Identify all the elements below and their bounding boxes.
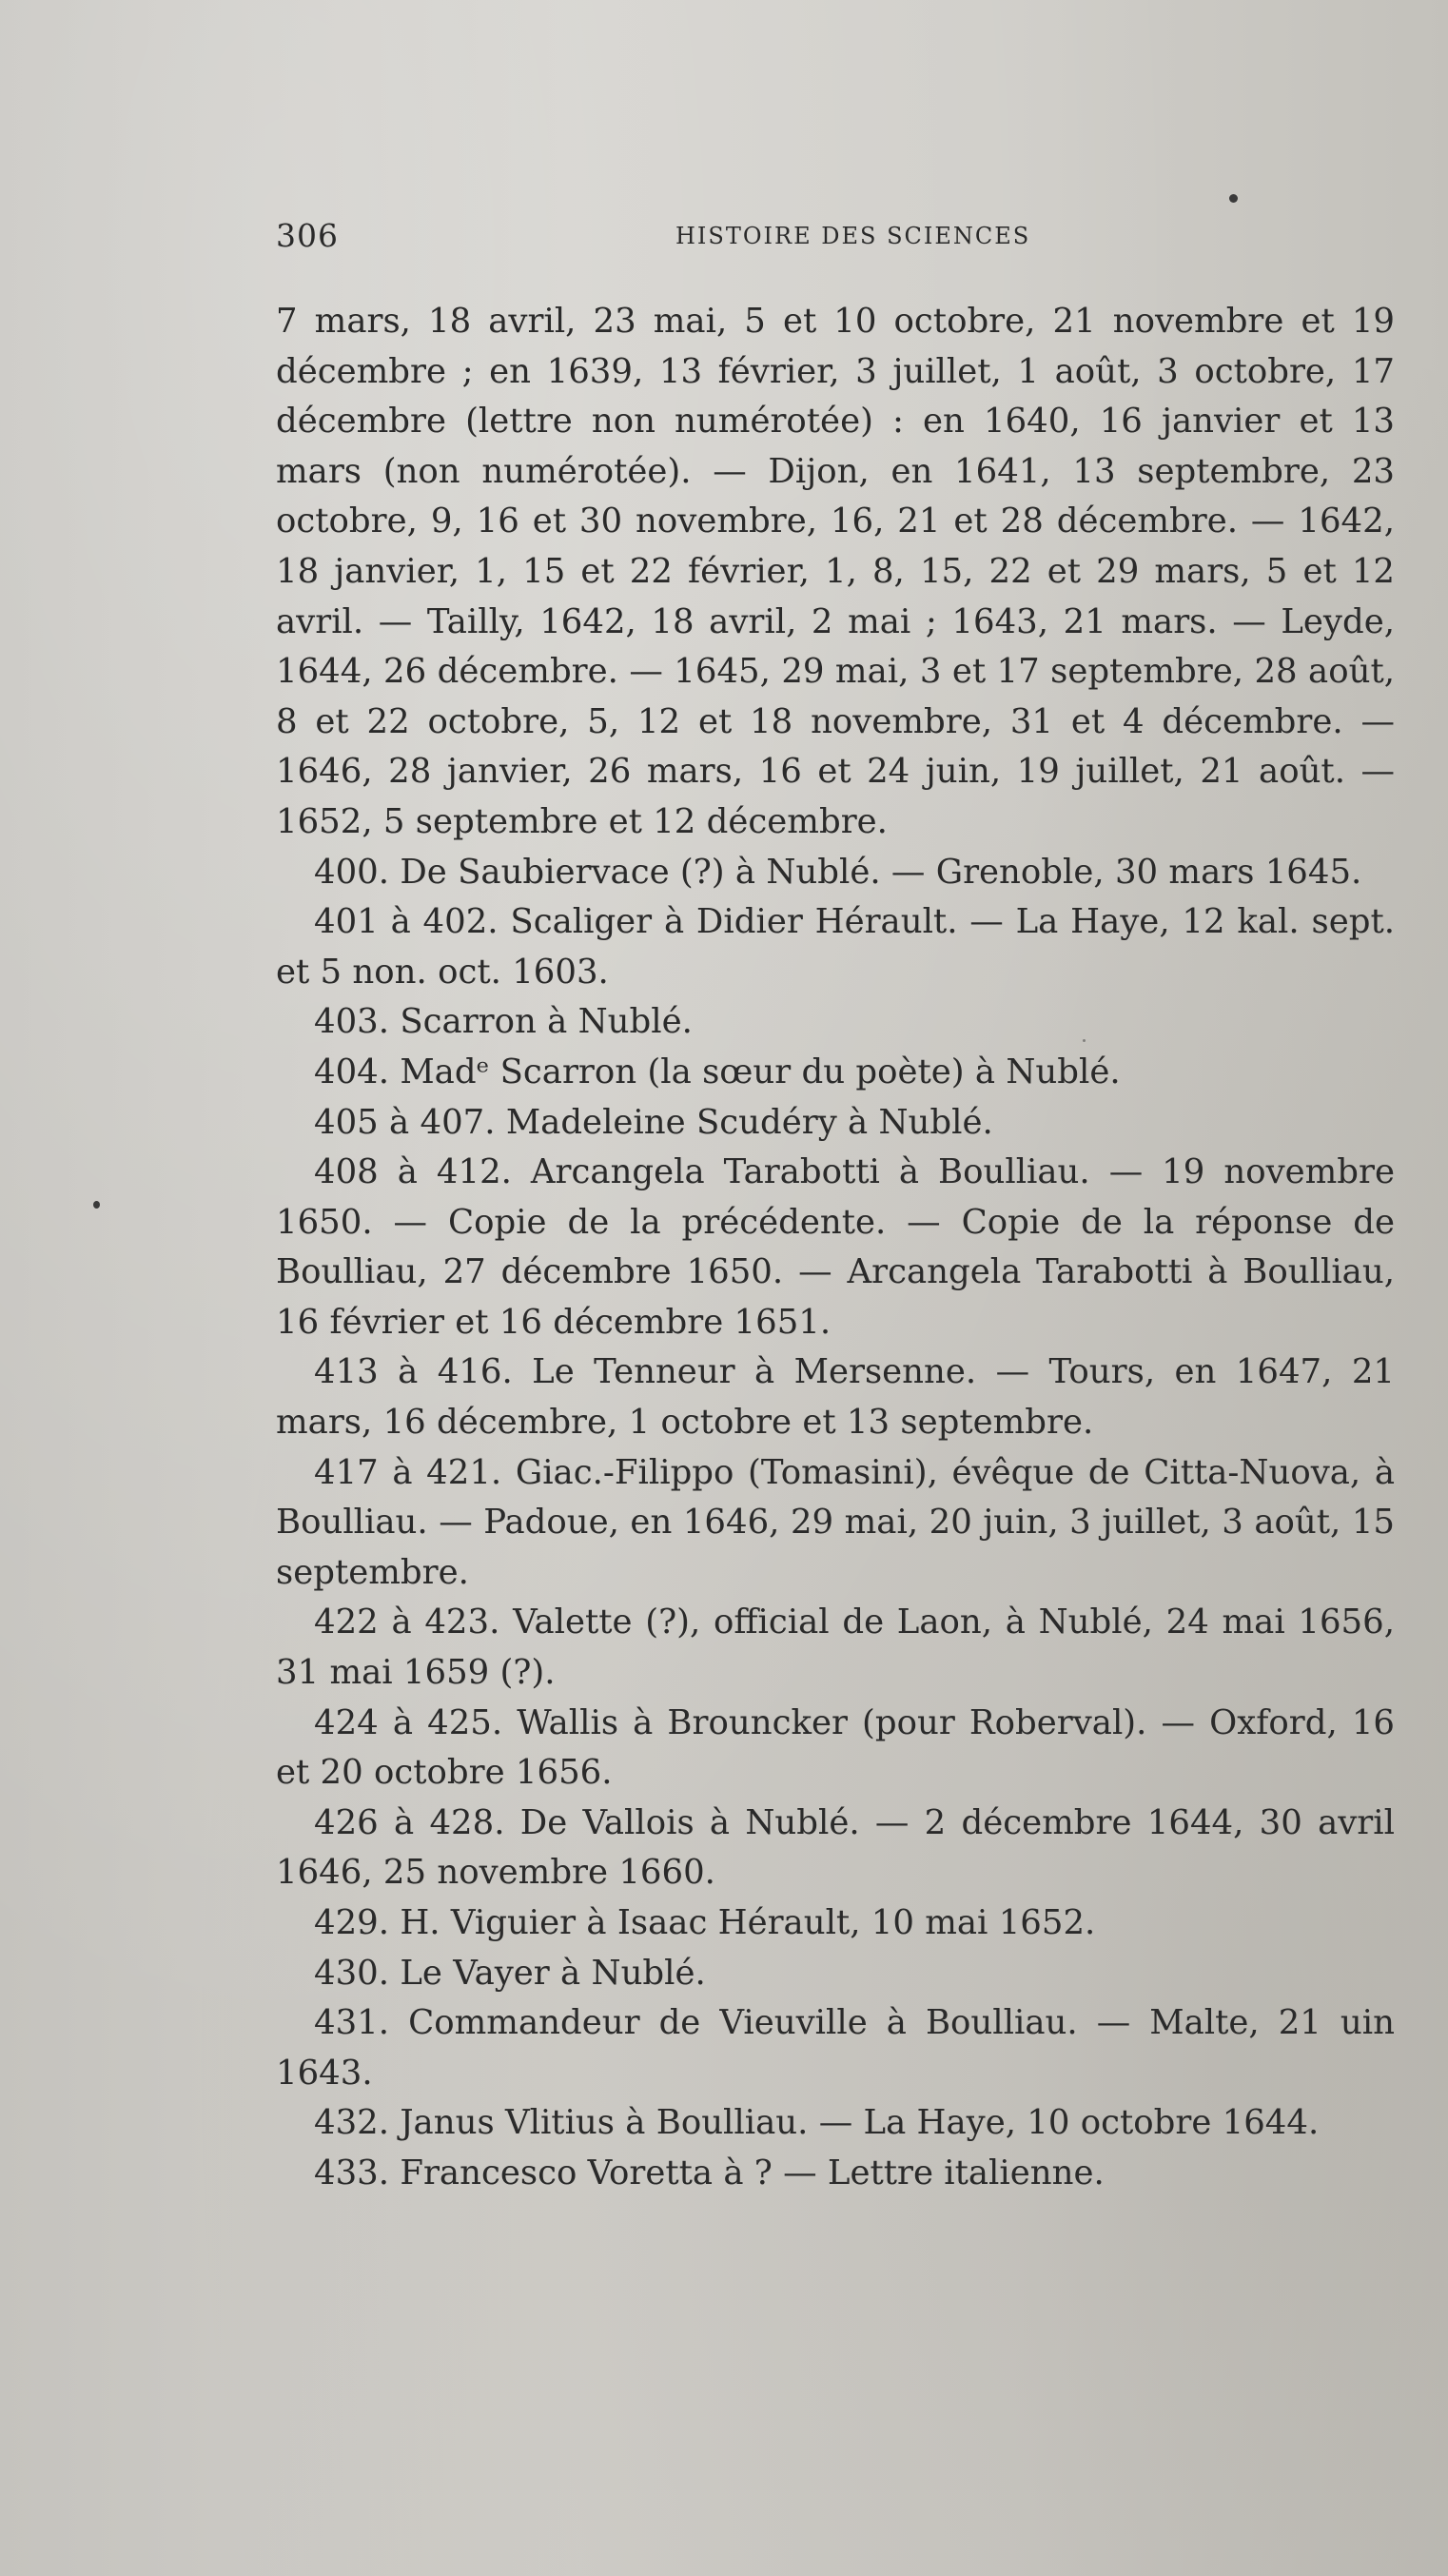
entry-400: 400. De Saubiervace (?) à Nublé. — Grenoble, 30 mars 1645. xyxy=(314,852,1362,892)
ink-speck xyxy=(1083,1039,1086,1042)
entry-417-421: 417 à 421. Giac.-Filippo (Tomasini), évêque de Citta-Nuova, à Boulliau. — Padoue, en 1646, 29 mai, 20 juin, 3 juillet, 3 août, 15 septembre. xyxy=(276,1452,1395,1592)
ink-speck xyxy=(93,1201,100,1209)
entry-430: 430. Le Vayer à Nublé. xyxy=(314,1953,706,1993)
entry-426-428: 426 à 428. De Vallois à Nublé. — 2 décembre 1644, 30 avril 1646, 25 novembre 1660. xyxy=(276,1802,1395,1893)
entry-429: 429. H. Viguier à Isaac Hérault, 10 mai 1652. xyxy=(314,1903,1096,1942)
text-body xyxy=(276,297,1395,2199)
entry-433: 433. Francesco Voretta à ? — Lettre italienne. xyxy=(314,2153,1105,2193)
entry-405-407: 405 à 407. Madeleine Scudéry à Nublé. xyxy=(314,1102,993,1142)
entry-403: 403. Scarron à Nublé. xyxy=(314,1002,693,1042)
entry-431: 431. Commandeur de Vieuville à Boulliau. — Malte, 21 uin 1643. xyxy=(276,2003,1395,2093)
page-number: 306 xyxy=(276,217,339,254)
entry-422-423: 422 à 423. Valette (?), official de Laon, à Nublé, 24 mai 1656, 31 mai 1659 (?). xyxy=(276,1603,1395,1693)
entry-401-402: 401 à 402. Scaliger à Didier Hérault. — La Haye, 12 kal. sept. et 5 non. oct. 1603. xyxy=(276,902,1395,992)
entry-424-425: 424 à 425. Wallis à Brouncker (pour Roberval). — Oxford, 16 et 20 octobre 1656. xyxy=(276,1702,1395,1793)
entry-432: 432. Janus Vlitius à Boulliau. — La Haye, 10 octobre 1644. xyxy=(314,2103,1320,2143)
ink-speck xyxy=(1229,194,1238,203)
running-title: HISTOIRE DES SCIENCES xyxy=(675,223,1031,249)
entry-408-412: 408 à 412. Arcangela Tarabotti à Boulliau. — 19 novembre 1650. — Copie de la précédente. — Copie de la réponse de Boulliau, 27 décembre 1650. — Arcangela Tarabotti à Boulliau, 16 février et 16 décembre 1651. xyxy=(276,1152,1395,1342)
entry-continued: 7 mars, 18 avril, 23 mai, 5 et 10 octobre, 21 novembre et 19 décembre ; en 1639, 13 février, 3 juillet, 1 août, 3 octobre, 17 décembre (lettre non numérotée) : en 1640, 16 janvier et 13 mars (non numérotée). — Dijon, en 1641, 13 septembre, 23 octobre, 9, 16 et 30 novembre, 16, 21 et 28 décembre. — 1642, 18 janvier, 1, 15 et 22 février, 1, 8, 15, 22 et 29 mars, 5 et 12 avril. — Tailly, 1642, 18 avril, 2 mai ; 1643, 21 mars. — Leyde, 1644, 26 décembre. — 1645, 29 mai, 3 et 17 septembre, 28 août, 8 et 22 octobre, 5, 12 et 18 novembre, 31 et 4 décembre. — 1646, 28 janvier, 26 mars, 16 et 24 juin, 19 juillet, 21 août. — 1652, 5 septembre et 12 décembre. xyxy=(276,302,1395,841)
entry-413-416: 413 à 416. Le Tenneur à Mersenne. — Tours, en 1647, 21 mars, 16 décembre, 1 octobre et 13 septembre. xyxy=(276,1352,1395,1443)
entry-404: 404. Madᵉ Scarron (la sœur du poète) à Nublé. xyxy=(314,1052,1121,1091)
running-head xyxy=(276,217,1395,255)
